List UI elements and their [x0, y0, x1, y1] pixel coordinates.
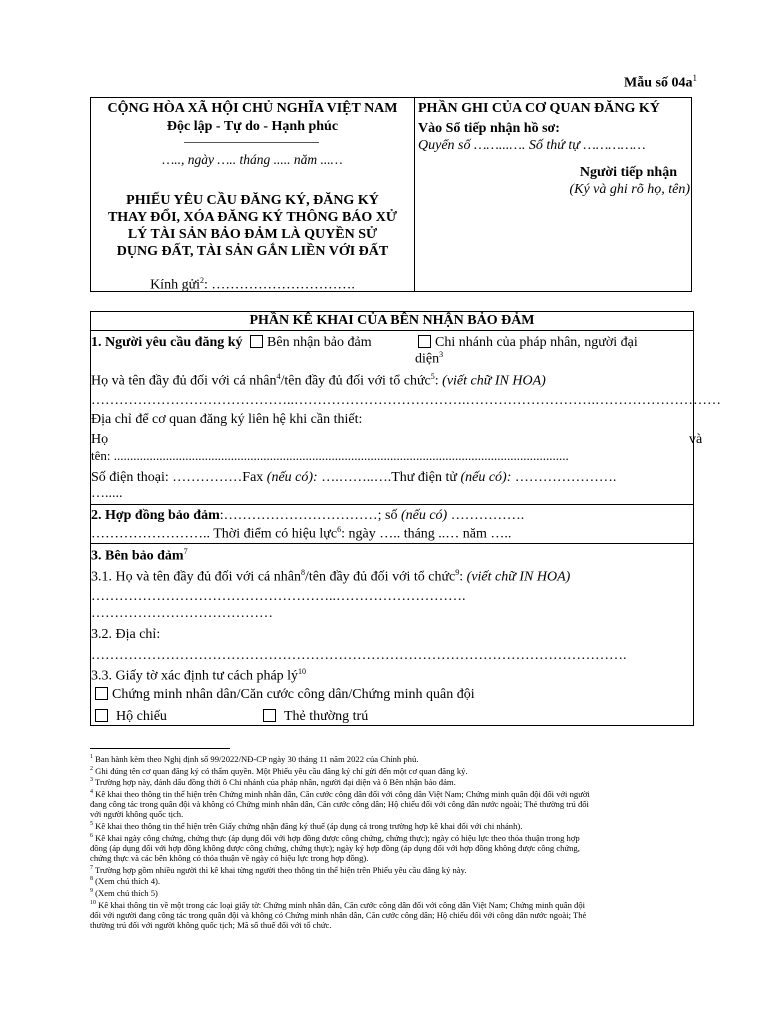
- declaration-title: PHẦN KÊ KHAI CỦA BÊN NHẬN BẢO ĐẢM: [249, 313, 535, 328]
- form-number: Mẫu số $04a^1$: [624, 73, 697, 91]
- branch-label: Chi nhánh của pháp nhân, người đại: [435, 335, 638, 350]
- requester-title: 1. Người yêu cầu đăng ký: [91, 335, 243, 350]
- branch-label-cont: diện$^3$: [415, 350, 444, 367]
- divider: [91, 543, 693, 544]
- contact-name-field[interactable]: tên: ............................................................................................................................................: [91, 448, 569, 463]
- registry-section-title: PHẦN GHI CỦA CƠ QUAN ĐĂNG KÝ: [418, 101, 660, 116]
- registry-book-number[interactable]: Quyển số ……...…. Số thứ tự ……………: [418, 138, 646, 153]
- receiver-label: Người tiếp nhận: [579, 165, 677, 180]
- grantor-address-field[interactable]: …………………………………………………………………………………………………….: [91, 648, 627, 663]
- footnote-1: $^1$ Ban hành kèm theo Nghị định số 99/2022/NĐ-CP ngày 30 tháng 11 năm 2022 của Chính phủ.: [90, 753, 419, 764]
- motto-underline: [184, 142, 319, 143]
- header-box: [90, 97, 692, 292]
- branch-checkbox[interactable]: [418, 335, 431, 348]
- footnote-6: $^6$ Kê khai ngày công chứng, chứng thực (áp dụng đối với hợp đồng được công chứng, chứng thực); ngày có hiệu lực theo thỏa thuận trong hợp đồng (áp dụng đối với hợp đồng không được công chứng, chứng thực); ngày ký hợp đồng (áp dụng đối với hợp đồng không được công chứng, chứng thực và các bên không có thỏa thuận về ngày có hiệu lực trong hợp đồng).: [90, 832, 580, 864]
- footnote-10: $^{10}$ Kê khai thông tin về một trong các loại giấy tờ: Chứng minh nhân dân, Căn cước công dân đối với công dân Việt Nam; Chứng minh quân đội đối với người đang công tác trong quân đội và không có Chứng minh nhân dân, Căn cước công dân; Hộ chiếu đối với công dân nước ngoài; Thẻ thường trú đối với người không quốc tịch; Mã số thuế đối với tổ chức.: [90, 899, 587, 931]
- branch-option: [418, 335, 638, 351]
- divider: [91, 504, 693, 505]
- grantor-name-label: 3.1. Họ và tên đầy đủ đối với cá nhân$^8$/tên đầy đủ đối với tổ chức$^9$: (viết chữ IN HOA): [91, 568, 571, 585]
- id-card-option: Chứng minh nhân dân/Căn cước công dân/Chứng minh quân đội: [95, 687, 475, 703]
- contract-row[interactable]: 2. Hợp đồng bảo đảm:……………………………; số (nếu có) …………….: [91, 508, 525, 523]
- secured-party-label: Bên nhận bảo đảm: [267, 335, 372, 350]
- grantor-name-field-2[interactable]: …………………………………: [91, 606, 273, 621]
- footnote-2: $^2$ Ghi đúng tên cơ quan đăng ký có thẩm quyền. Một Phiếu yêu cầu đăng ký chỉ gửi đến một cơ quan đăng ký.: [90, 765, 468, 776]
- receiver-sign-hint: (Ký và ghi rõ họ, tên): [569, 182, 690, 197]
- contact-name-label: Họ: [91, 432, 109, 447]
- divider: [91, 330, 693, 331]
- country-name: CỘNG HÒA XÃ HỘI CHỦ NGHĨA VIỆT NAM: [107, 101, 398, 116]
- contract-effective-row[interactable]: …………………….. Thời điểm có hiệu lực$^6$: ngày ….. tháng ..… năm …..: [91, 525, 512, 542]
- requester-name-label: Họ và tên đầy đủ đối với cá nhân$^4$/tên đầy đủ đối với tổ chức$^5$: (viết chữ IN HOA): [91, 372, 546, 389]
- requester-name-field[interactable]: ……………………………………..……………………………….……………………….………………………: [91, 393, 721, 408]
- contact-phone-cont: ….....: [91, 486, 123, 501]
- contact-name-label-2: và: [689, 432, 703, 447]
- declaration-box: [90, 311, 721, 726]
- kinh-gui[interactable]: Kính gửi$^2$: ………………………….: [150, 276, 355, 293]
- residence-card-option: Thẻ thường trú: [263, 709, 368, 725]
- form-title-2: THAY ĐỔI, XÓA ĐĂNG KÝ THÔNG BÁO XỬ: [107, 210, 398, 225]
- passport-option: Hộ chiếu: [95, 709, 167, 725]
- footnote-5: $^5$ Kê khai theo thông tin thể hiện trên Giấy chứng nhận đăng ký thuế (áp dụng cả trong trường hợp kê khai đối với chi nhánh).: [90, 820, 523, 831]
- motto: Độc lập - Tự do - Hạnh phúc: [166, 119, 339, 134]
- form-title-4: DỤNG ĐẤT, TÀI SẢN GẮN LIỀN VỚI ĐẤT: [116, 244, 389, 259]
- residence-card-checkbox[interactable]: [263, 709, 276, 722]
- registry-intake-label: Vào Sổ tiếp nhận hồ sơ:: [418, 121, 560, 136]
- footnote-8: $^8$ (Xem chú thích 4).: [90, 876, 161, 887]
- date-line: ….., ngày ….. tháng ..... năm ...…: [162, 152, 343, 167]
- contact-address-label: Địa chỉ để cơ quan đăng ký liên hệ khi cần thiết:: [91, 412, 363, 427]
- footnote-separator: [90, 748, 230, 749]
- footnote-9: $^9$ (Xem chú thích 5): [90, 887, 158, 898]
- footnote-7: $^7$ Trường hợp gồm nhiều người thì kê khai từng người theo thông tin thể hiện trên Phiếu yêu cầu đăng ký này.: [90, 864, 467, 875]
- form-title-3: LÝ TÀI SẢN BẢO ĐẢM LÀ QUYỀN SỬ: [127, 227, 378, 242]
- contact-phone-row[interactable]: Số điện thoại: ……………Fax (nếu có): ….……..….Thư điện tử (nếu có): ………………….: [91, 470, 617, 485]
- form-title-1: PHIẾU YÊU CẦU ĐĂNG KÝ, ĐĂNG KÝ: [126, 193, 379, 208]
- passport-checkbox[interactable]: [95, 709, 108, 722]
- footnote-3: $^3$ Trường hợp này, đánh dấu đồng thời ô Chi nhánh của pháp nhân, người đại diện và ô Bên nhận bảo đảm.: [90, 777, 456, 788]
- secured-party-checkbox[interactable]: [250, 335, 263, 348]
- legal-doc-label: 3.3. Giấy tờ xác định tư cách pháp $lý^{10}$: [91, 667, 307, 684]
- requester-row: [91, 335, 372, 351]
- grantor-address-label: 3.2. Địa chỉ:: [91, 627, 161, 642]
- grantor-name-field[interactable]: ……………………………………………..……………………….: [91, 589, 466, 604]
- header-divider: [414, 98, 415, 291]
- id-card-checkbox[interactable]: [95, 687, 108, 700]
- grantor-title: 3. Bên bảo đảm$^7$: [91, 547, 188, 564]
- footnote-4: $^4$ Kê khai theo thông tin thể hiện trên Chứng minh nhân dân, Căn cước công dân đối với công dân Việt Nam; Chứng minh quân đội đối với người đang công tác trong quân đội và không có Chứng minh nhân dân, Căn cước công dân; Hộ chiếu đối với công dân nước ngoài; Thẻ thường trú đối với người không quốc tịch.: [90, 788, 590, 820]
